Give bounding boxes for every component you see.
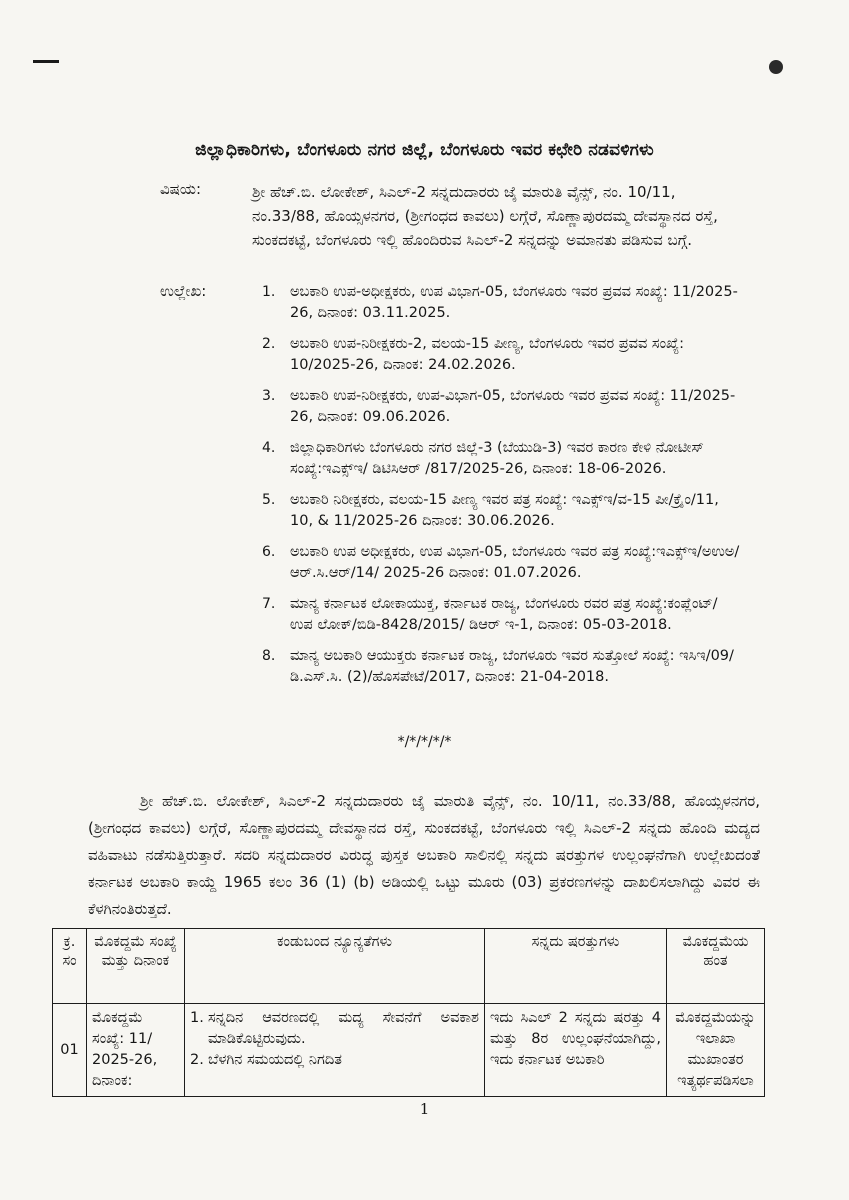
references-list [262, 282, 740, 698]
scan-mark-dot [769, 60, 783, 74]
references-label: ಉಲ್ಲೇಖ: [160, 282, 207, 300]
reference-text: ಮಾನ್ಯ ಅಬಕಾರಿ ಆಯುಕ್ತರು ಕರ್ನಾಟಕ ರಾಜ್ಯ, ಬೆಂಗಳೂರು ಇವರ ಸುತ್ತೋಲೆ ಸಂಖ್ಯೆ: ಇಸಿಇ/09/ಡಿ.ಎಸ್.ಸಿ. (2)/ಹೊಸಪೇಟೆ/2017, ದಿನಾಂಕ: 21-04-2018. [290, 648, 734, 685]
reference-number: 6. [262, 544, 276, 560]
cell-defects [185, 1004, 485, 1097]
cases-table [52, 928, 765, 1097]
header-case-stage: ಮೊಕದ್ದಮೆಯ ಹಂತ [667, 929, 765, 1004]
reference-item [262, 646, 740, 687]
defect-number: 2. [190, 1052, 204, 1068]
reference-text: ಮಾನ್ಯ ಕರ್ನಾಟಕ ಲೋಕಾಯುಕ್ತ, ಕರ್ನಾಟಕ ರಾಜ್ಯ, ಬೆಂಗಳೂರು ರವರ ಪತ್ರ ಸಂಖ್ಯೆ:ಕಂಪ್ಲೆಂಟ್/ಉಪ ಲೋಕ್/ಬಿಡಿ-8428/2015/ ಡಿಆರ್ ಇ-1, ದಿನಾಂಕ: 05-03-2018. [290, 596, 718, 633]
reference-item [262, 438, 740, 479]
reference-text: ಅಬಕಾರಿ ಉಪ-ನಿರೀಕ್ಷಕರು-2, ವಲಯ-15 ಪೀಣ್ಯ, ಬೆಂಗಳೂರು ಇವರ ಪ್ರವವ ಸಂಖ್ಯೆ: 10/2025-26, ದಿನಾಂಕ: 24.02.2026. [290, 336, 685, 373]
cell-license-conditions: ಇದು ಸಿಎಲ್ 2 ಸನ್ನದು ಷರತ್ತು 4 ಮತ್ತು 8ರ ಉಲ್ಲಂಘನೆಯಾಗಿದ್ದು, ಇದು ಕರ್ನಾಟಕ ಅಬಕಾರಿ [485, 1004, 667, 1097]
reference-text: ಅಬಕಾರಿ ಉಪ ಅಧೀಕ್ಷಕರು, ಉಪ ವಿಭಾಗ-05, ಬೆಂಗಳೂರು ಇವರ ಪತ್ರ ಸಂಖ್ಯೆ:ಇಎಕ್ಸ್‌ಇ/ಅಉಅ/ಆರ್.ಸಿ.ಆರ್/14/ 2025-26 ದಿನಾಂಕ: 01.07.2026. [290, 544, 740, 581]
defect-text: ಸನ್ನದಿನ ಆವರಣದಲ್ಲಿ ಮದ್ಯ ಸೇವನೆಗೆ ಅವಕಾಶ ಮಾಡಿಕೊಟ್ಟಿರುವುದು. [208, 1010, 479, 1047]
cell-case-number: ಮೊಕದ್ದಮೆ ಸಂಖ್ಯೆ: 11/ 2025-26, ದಿನಾಂಕ: [87, 1004, 185, 1097]
reference-number: 3. [262, 388, 276, 404]
reference-number: 2. [262, 336, 276, 352]
reference-item [262, 490, 740, 531]
section-separator: */*/*/*/* [397, 734, 452, 750]
reference-text: ಜಿಲ್ಲಾಧಿಕಾರಿಗಳು ಬೆಂಗಳೂರು ನಗರ ಜಿಲ್ಲೆ-3 (ಬೆಯುಡಿ-3) ಇವರ ಕಾರಣ ಕೇಳಿ ನೋಟೀಸ್ ಸಂಖ್ಯೆ:ಇಎಕ್ಸ್‌ಇ/ ಡಿಟಿಸಿಆರ್ /817/2025-26, ದಿನಾಂಕ: 18-06-2026. [290, 440, 704, 477]
defect-item [190, 1050, 479, 1071]
reference-number: 8. [262, 648, 276, 664]
reference-text: ಅಬಕಾರಿ ನಿರೀಕ್ಷಕರು, ವಲಯ-15 ಪೀಣ್ಯ ಇವರ ಪತ್ರ ಸಂಖ್ಯೆ: ಇಎಕ್ಸ್‌ಇ/ವ-15 ಪೀ/ಕ್ರೈಂ/11, 10, & 11/2025-26 ದಿನಾಂಕ: 30.06.2026. [290, 492, 719, 529]
reference-item [262, 594, 740, 635]
subject-label: ವಿಷಯ: [160, 180, 201, 198]
cell-case-stage: ಮೊಕದ್ದಮೆಯನ್ನು ಇಲಾಖಾ ಮುಖಾಂತರ ಇತ್ಯರ್ಥಪಡಿಸಲಾ [667, 1004, 765, 1097]
header-serial-no: ಕ್ರ. ಸಂ [53, 929, 87, 1004]
defects-list [190, 1008, 479, 1071]
defect-text: ಬೆಳಗಿನ ಸಮಯದಲ್ಲಿ ನಿಗದಿತ [208, 1052, 342, 1068]
reference-number: 4. [262, 440, 276, 456]
reference-number: 1. [262, 284, 276, 300]
body-paragraph: ಶ್ರೀ ಹೆಚ್.ಬಿ. ಲೋಕೇಶ್, ಸಿಎಲ್-2 ಸನ್ನದುದಾರರು ಜೈ ಮಾರುತಿ ವೈನ್ಸ್, ನಂ. 10/11, ನಂ.33/88, ಹೊಯ್ಸಳನಗರ, (ಶ್ರೀಗಂಧದ ಕಾವಲು) ಲಗ್ಗೆರೆ, ಸೊಣ್ಣಾಪುರದಮ್ಮ ದೇವಸ್ಥಾನದ ರಸ್ತೆ, ಸುಂಕದಕಟ್ಟೆ, ಬೆಂಗಳೂರು ಇಲ್ಲಿ ಸಿಎಲ್-2 ಸನ್ನದು ಹೊಂದಿ ಮದ್ಯದ ವಹಿವಾಟು ನಡೆಸುತ್ತಿರುತ್ತಾರೆ. ಸದರಿ ಸನ್ನದುದಾರರ ವಿರುದ್ಧ ಪುಸ್ತಕ ಅಬಕಾರಿ ಸಾಲಿನಲ್ಲಿ ಸನ್ನದು ಷರತ್ತುಗಳ ಉಲ್ಲಂಘನೆಗಾಗಿ ಉಲ್ಲೇಖದಂತೆ ಕರ್ನಾಟಕ ಅಬಕಾರಿ ಕಾಯ್ದೆ 1965 ಕಲಂ 36 (1) (b) ಅಡಿಯಲ್ಲಿ ಒಟ್ಟು ಮೂರು (03) ಪ್ರಕರಣಗಳನ್ನು ದಾಖಲಿಸಲಾಗಿದ್ದು ವಿವರ ಈ ಕೆಳಗಿನಂತಿರುತ್ತದೆ. [88, 792, 760, 918]
table-header-row [53, 929, 765, 1004]
reference-item [262, 386, 740, 427]
reference-item [262, 334, 740, 375]
reference-number: 5. [262, 492, 276, 508]
header-defects: ಕಂಡುಬಂದ ನ್ಯೂನ್ಯತೆಗಳು [185, 929, 485, 1004]
subject-text: ಶ್ರೀ ಹೆಚ್.ಬಿ. ಲೋಕೇಶ್, ಸಿಎಲ್-2 ಸನ್ನದುದಾರರು ಜೈ ಮಾರುತಿ ವೈನ್ಸ್, ನಂ. 10/11, ನಂ.33/88, ಹೊಯ್ಸಳನಗರ, (ಶ್ರೀಗಂಧದ ಕಾವಲು) ಲಗ್ಗೆರೆ, ಸೊಣ್ಣಾಪುರದಮ್ಮ ದೇವಸ್ಥಾನದ ರಸ್ತೆ, ಸುಂಕದಕಟ್ಟೆ, ಬೆಂಗಳೂರು ಇಲ್ಲಿ ಹೊಂದಿರುವ ಸಿಎಲ್-2 ಸನ್ನದನ್ನು ಅಮಾನತು ಪಡಿಸುವ ಬಗ್ಗೆ. [252, 183, 718, 249]
reference-item [262, 282, 740, 323]
reference-text: ಅಬಕಾರಿ ಉಪ-ಅಧೀಕ್ಷಕರು, ಉಪ ವಿಭಾಗ-05, ಬೆಂಗಳೂರು ಇವರ ಪ್ರವವ ಸಂಖ್ಯೆ: 11/2025-26, ದಿನಾಂಕ: 03.11.2025. [290, 284, 738, 321]
header-license-conditions: ಸನ್ನದು ಷರತ್ತುಗಳು [485, 929, 667, 1004]
cell-serial-no: 01 [53, 1004, 87, 1097]
header-case-number: ಮೊಕದ್ದಮೆ ಸಂಖ್ಯೆ ಮತ್ತು ದಿನಾಂಕ [87, 929, 185, 1004]
defect-number: 1. [190, 1010, 204, 1026]
reference-text: ಅಬಕಾರಿ ಉಪ-ನಿರೀಕ್ಷಕರು, ಉಪ-ವಿಭಾಗ-05, ಬೆಂಗಳೂರು ಇವರ ಪ್ರವವ ಸಂಖ್ಯೆ: 11/2025-26, ದಿನಾಂಕ: 09.06.2026. [290, 388, 736, 425]
reference-item [262, 542, 740, 583]
document-heading: ಜಿಲ್ಲಾಧಿಕಾರಿಗಳು, ಬೆಂಗಳೂರು ನಗರ ಜಿಲ್ಲೆ, ಬೆಂಗಳೂರು ಇವರ ಕಛೇರಿ ನಡವಳಿಗಳು [195, 140, 654, 160]
defect-item [190, 1008, 479, 1050]
page-number: 1 [419, 1100, 430, 1118]
scan-mark-dash [33, 60, 59, 63]
table-row [53, 1004, 765, 1097]
reference-number: 7. [262, 596, 276, 612]
